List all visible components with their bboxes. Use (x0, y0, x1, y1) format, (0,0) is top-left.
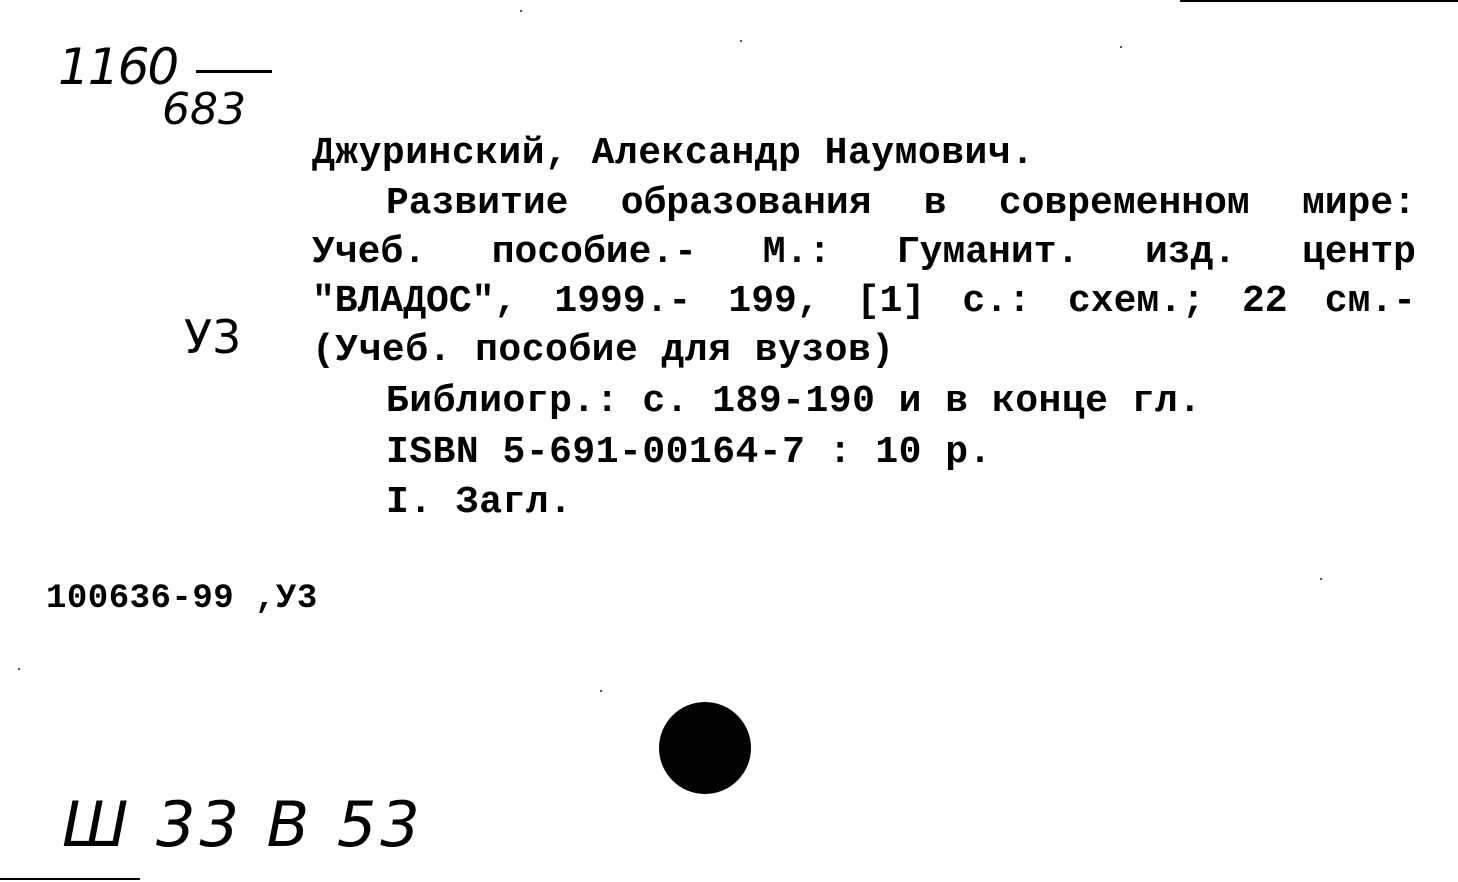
word: "ВЛАДОС", (312, 280, 518, 323)
scan-speck (1120, 46, 1122, 48)
word: 1999.- (554, 280, 692, 323)
registration-number: 100636-99 ,У3 (46, 580, 318, 618)
shelf-mark-rule (196, 70, 272, 73)
scan-speck (18, 668, 20, 670)
word: 199, (728, 280, 820, 323)
word: Гуманит. (896, 231, 1080, 274)
title-line-2 (312, 231, 1416, 274)
card-edge-top (1180, 0, 1458, 2)
word: Развитие (386, 182, 569, 225)
word: схем.; (1067, 280, 1205, 323)
title-line-1 (386, 182, 1416, 225)
word: современном (998, 182, 1250, 225)
series-statement: (Учеб. пособие для вузов) (312, 329, 895, 372)
word: центр (1301, 231, 1416, 274)
word: с.: (962, 280, 1031, 323)
scan-speck (1320, 578, 1322, 580)
punch-hole (659, 702, 751, 794)
word: пособие.- (491, 231, 697, 274)
word: 22 (1241, 280, 1288, 323)
shelf-mark-top: 1160 (58, 38, 178, 96)
card-edge-bottom (0, 878, 140, 880)
title-line-3 (312, 280, 1416, 323)
scan-speck (740, 40, 742, 42)
inventory-handwritten: Ш 33 В 53 (62, 788, 424, 861)
scan-speck (600, 690, 602, 692)
word: М.: (762, 231, 832, 274)
word: изд. (1145, 231, 1237, 274)
isbn-line: ISBN 5-691-00164-7 : 10 р. (386, 431, 992, 474)
word: Учеб. (312, 231, 427, 274)
word: мире: (1301, 182, 1416, 225)
author-heading: Джуринский, Александр Наумович. (312, 132, 1035, 175)
word: см.- (1324, 280, 1416, 323)
scan-speck (520, 10, 522, 12)
shelf-mark-bottom: 683 (162, 84, 246, 135)
bibliography-note: Библиогр.: с. 189-190 и в конце гл. (386, 380, 1202, 423)
word: образования (620, 182, 872, 225)
word: [1] (856, 280, 926, 323)
title-tracing: I. Загл. (386, 481, 573, 524)
word: в (923, 182, 947, 225)
udc-handwritten: У3 (184, 310, 242, 364)
